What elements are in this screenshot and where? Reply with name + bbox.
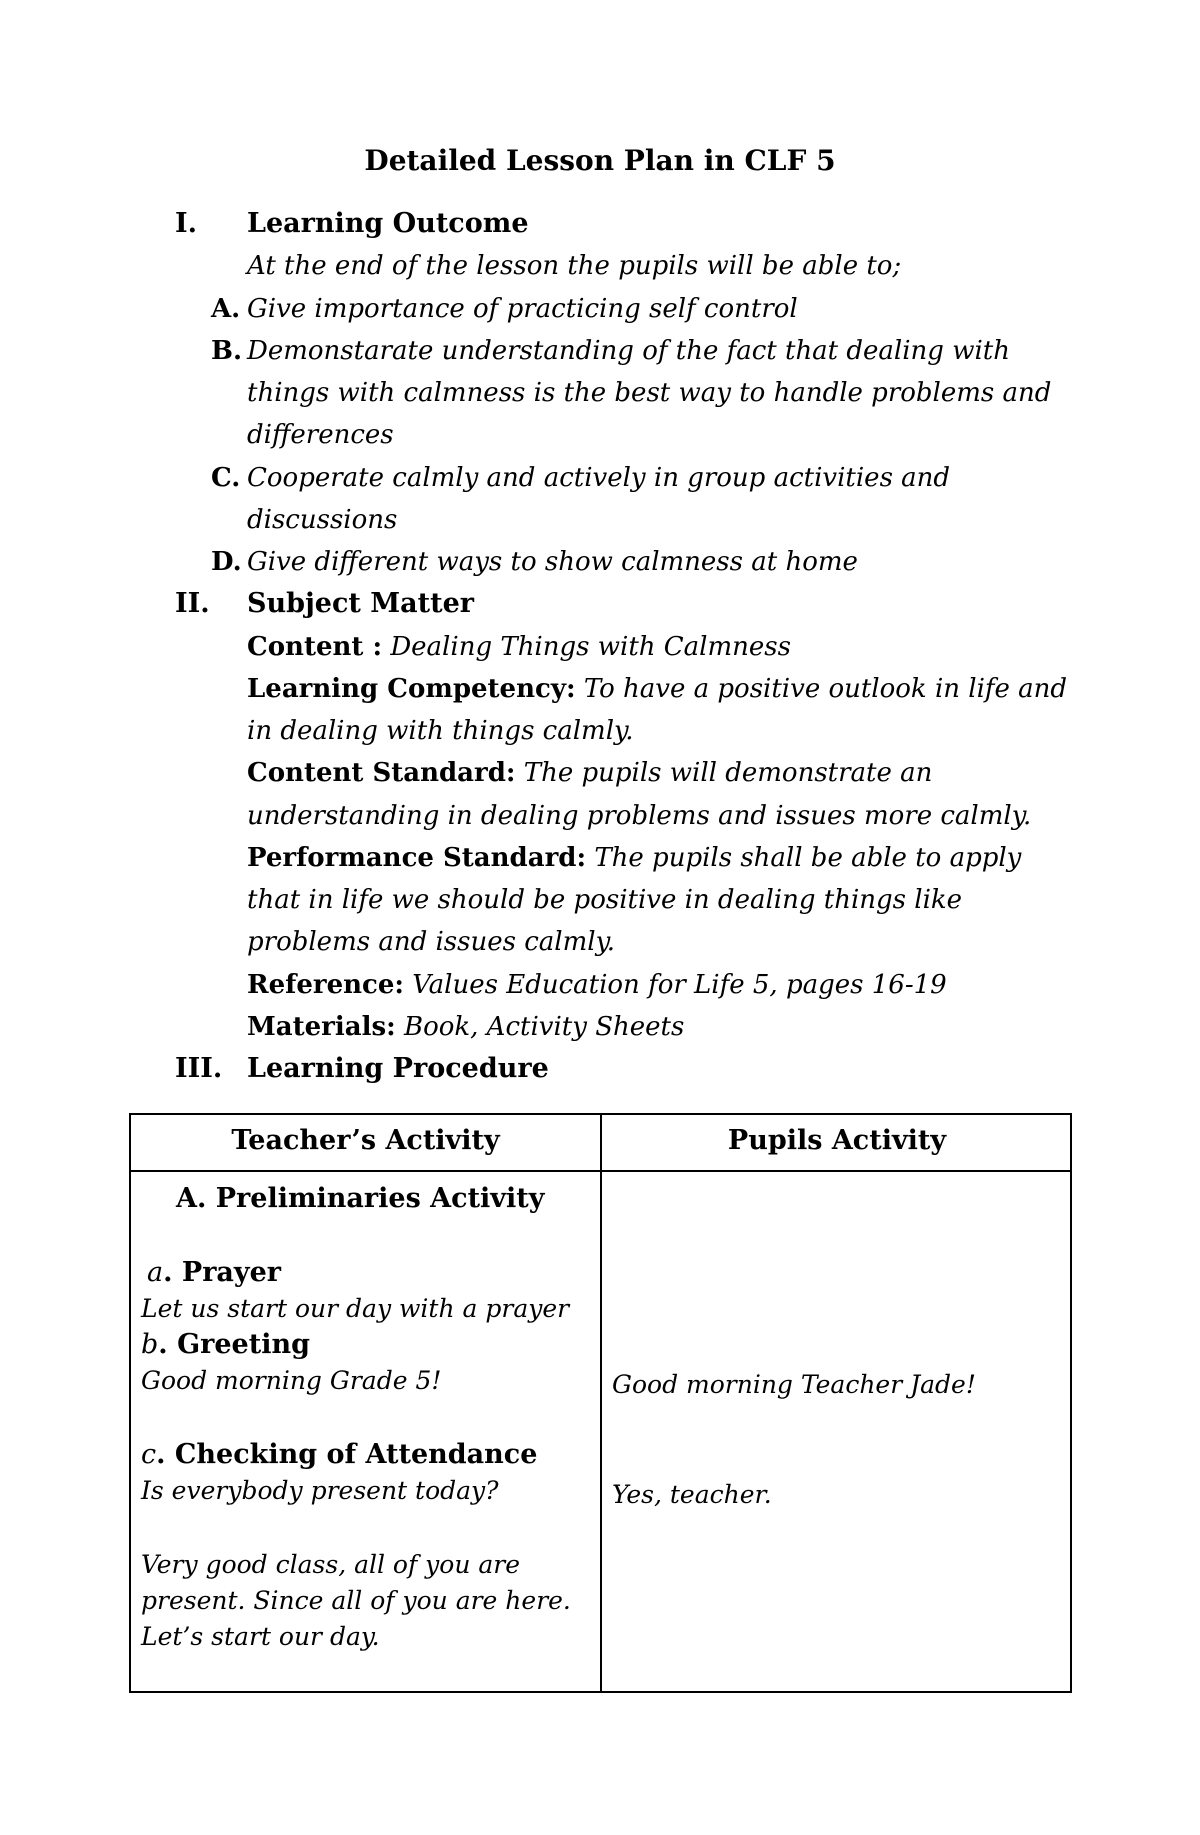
objective-c-line1: Cooperate calmly and actively in group activities and bbox=[247, 463, 951, 493]
objective-d-text: Give different ways to show calmness at home bbox=[247, 547, 858, 577]
table-column-divider bbox=[600, 1115, 602, 1691]
pupils-greeting-reply: Good morning Teacher Jade! bbox=[612, 1370, 976, 1399]
content-standard-line1: The pupils will demonstrate an bbox=[523, 758, 933, 788]
prayer-letter: a bbox=[147, 1257, 164, 1288]
learning-outcome-intro: At the end of the lesson the pupils will be able to; bbox=[247, 251, 902, 281]
competency-label: Learning Competency: bbox=[247, 674, 576, 704]
content-value: Dealing Things with Calmness bbox=[390, 632, 791, 662]
objective-letter-a: A. bbox=[211, 294, 241, 324]
objective-b-line3: differences bbox=[247, 420, 394, 450]
objective-b-line2: things with calmness is the best way to handle problems and bbox=[247, 378, 1052, 408]
performance-standard-line1: The pupils shall be able to apply bbox=[594, 843, 1022, 873]
attendance-label: . Checking of Attendance bbox=[156, 1439, 538, 1470]
greeting-text: Good morning Grade 5! bbox=[141, 1366, 442, 1395]
performance-standard-row bbox=[247, 837, 1021, 879]
greeting-heading bbox=[141, 1327, 310, 1363]
section-heading-subject-matter: Subject Matter bbox=[247, 588, 474, 619]
section-heading-learning-procedure: Learning Procedure bbox=[247, 1053, 549, 1084]
header-pupils-activity: Pupils Activity bbox=[727, 1125, 947, 1156]
prayer-text: Let us start our day with a prayer bbox=[141, 1294, 570, 1323]
materials-value: Book, Activity Sheets bbox=[403, 1012, 685, 1042]
attendance-text: Is everybody present today? bbox=[141, 1476, 499, 1505]
attendance-heading bbox=[141, 1437, 537, 1473]
performance-standard-label: Performance Standard: bbox=[247, 843, 587, 873]
prayer-label: . Prayer bbox=[163, 1257, 282, 1288]
objective-c-line2: discussions bbox=[247, 505, 398, 535]
content-label: Content : bbox=[247, 632, 383, 662]
document-title: Detailed Lesson Plan in CLF 5 bbox=[364, 144, 836, 177]
section-numeral-1: I. bbox=[175, 208, 198, 239]
closing-line3: Let’s start our day. bbox=[141, 1622, 380, 1651]
competency-line2: in dealing with things calmly. bbox=[247, 716, 634, 746]
objective-letter-b: B. bbox=[211, 336, 243, 366]
objective-letter-d: D. bbox=[211, 547, 242, 577]
section-heading-learning-outcome: Learning Outcome bbox=[247, 208, 529, 239]
content-standard-label: Content Standard: bbox=[247, 758, 516, 788]
content-standard-row bbox=[247, 752, 932, 794]
pupils-attendance-reply: Yes, teacher. bbox=[612, 1480, 772, 1509]
objective-letter-c: C. bbox=[211, 463, 241, 493]
materials-row bbox=[247, 1006, 684, 1048]
objective-b-line1: Demonstarate understanding of the fact that dealing with bbox=[247, 336, 1010, 366]
closing-line1: Very good class, all of you are bbox=[141, 1550, 521, 1579]
greeting-letter: b bbox=[141, 1329, 159, 1360]
section-numeral-3: III. bbox=[175, 1053, 223, 1084]
reference-value: Values Education for Life 5, pages 16-19 bbox=[412, 970, 947, 1000]
closing-line2: present. Since all of you are here. bbox=[141, 1586, 571, 1615]
competency-line1: To have a positive outlook in life and bbox=[583, 674, 1068, 704]
greeting-label: . Greeting bbox=[158, 1329, 310, 1360]
content-row bbox=[247, 626, 791, 668]
content-standard-line2: understanding in dealing problems and issues more calmly. bbox=[247, 801, 1032, 831]
prayer-heading bbox=[147, 1255, 281, 1291]
performance-standard-line2: that in life we should be positive in dealing things like bbox=[247, 885, 963, 915]
reference-row bbox=[247, 964, 947, 1006]
attendance-letter: c bbox=[141, 1439, 157, 1470]
learning-procedure-table bbox=[129, 1113, 1072, 1693]
competency-row bbox=[247, 668, 1067, 710]
materials-label: Materials: bbox=[247, 1012, 396, 1042]
reference-label: Reference: bbox=[247, 970, 404, 1000]
objective-a-text: Give importance of practicing self control bbox=[247, 294, 798, 324]
teacher-section-title: A. Preliminaries Activity bbox=[176, 1183, 545, 1214]
performance-standard-line3: problems and issues calmly. bbox=[247, 927, 616, 957]
section-numeral-2: II. bbox=[175, 588, 210, 619]
header-teacher-activity: Teacher’s Activity bbox=[231, 1125, 500, 1156]
table-header-divider bbox=[131, 1170, 1070, 1172]
